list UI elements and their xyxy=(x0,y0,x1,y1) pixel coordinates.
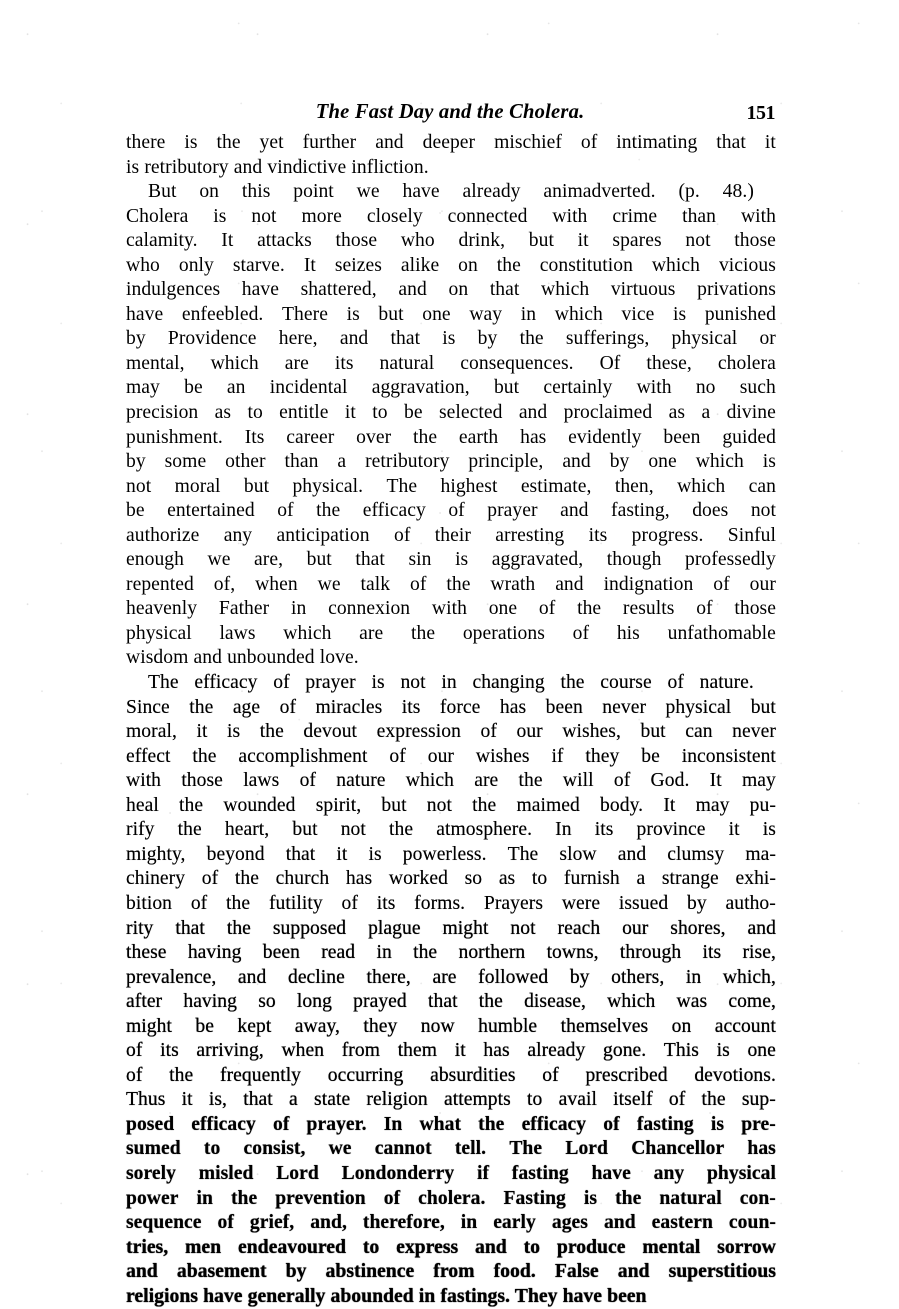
text-line: bition of the futility of its forms. Prayers were issued by autho- xyxy=(126,892,776,914)
text-line: rity that the supposed plague might not reach our shores, and xyxy=(126,917,776,939)
text-line: be entertained of the efficacy of prayer and fasting, does not xyxy=(126,500,776,522)
text-line: calamity. It attacks those who drink, but it spares not those xyxy=(126,230,776,252)
text-line: religions have generally abounded in fastings. They have been xyxy=(126,1285,647,1307)
text-line: wisdom and unbounded love. xyxy=(126,647,359,669)
text-line: not moral but physical. The highest estimate, then, which can xyxy=(126,475,776,497)
text-line: punishment. Its career over the earth has evidently been guided xyxy=(126,426,776,448)
text-line: But on this point we have already animadverted. (p. 48.) xyxy=(148,181,754,203)
text-line: who only starve. It seizes alike on the constitution which vicious xyxy=(126,254,776,276)
text-line: prevalence, and decline there, are followed by others, in which, xyxy=(126,966,776,988)
text-line: is retributory and vindictive infliction. xyxy=(126,156,429,178)
running-head xyxy=(126,99,775,125)
text-line: with those laws of nature which are the will of God. It may xyxy=(126,770,776,792)
text-line: chinery of the church has worked so as to furnish a strange exhi- xyxy=(126,868,776,890)
text-line: tries, men endeavoured to express and to produce mental sorrow xyxy=(126,1236,776,1258)
text-line: have enfeebled. There is but one way in which vice is punished xyxy=(126,303,776,325)
text-line: moral, it is the devout expression of our wishes, but can never xyxy=(126,721,776,743)
text-line: repented of, when we talk of the wrath and indignation of our xyxy=(126,573,776,595)
text-line: heavenly Father in connexion with one of the results of those xyxy=(126,598,776,620)
paragraph xyxy=(126,671,776,1309)
text-line: posed efficacy of prayer. In what the efficacy of fasting is pre- xyxy=(126,1113,776,1135)
text-line: sorely misled Lord Londonderry if fasting have any physical xyxy=(126,1162,776,1184)
text-line: these having been read in the northern towns, through its rise, xyxy=(126,942,776,964)
text-line: authorize any anticipation of their arresting its progress. Sinful xyxy=(126,524,776,546)
text-line: Since the age of miracles its force has been never physical but xyxy=(126,696,776,718)
paragraph xyxy=(126,131,776,180)
text-line: effect the accomplishment of our wishes if they be inconsistent xyxy=(126,745,776,767)
page-number: 151 xyxy=(746,102,775,124)
paragraph xyxy=(126,180,776,671)
text-line: Thus it is, that a state religion attempts to avail itself of the sup- xyxy=(126,1089,776,1111)
text-line: Cholera is not more closely connected with crime than with xyxy=(126,205,776,227)
text-line: of its arriving, when from them it has already gone. This is one xyxy=(126,1040,776,1062)
text-line: may be an incidental aggravation, but certainly with no such xyxy=(126,377,776,399)
text-line: sumed to consist, we cannot tell. The Lord Chancellor has xyxy=(126,1138,776,1160)
text-line: heal the wounded spirit, but not the maimed body. It may pu- xyxy=(126,794,776,816)
text-line: precision as to entitle it to be selected and proclaimed as a divine xyxy=(126,402,776,424)
text-line: by Providence here, and that is by the sufferings, physical or xyxy=(126,328,776,350)
running-head-title: The Fast Day and the Cholera. xyxy=(316,99,585,123)
text-line: mighty, beyond that it is powerless. The slow and clumsy ma- xyxy=(126,843,776,865)
text-line: of the frequently occurring absurdities of prescribed devotions. xyxy=(126,1064,776,1086)
text-line: after having so long prayed that the disease, which was come, xyxy=(126,991,776,1013)
text-line: and abasement by abstinence from food. False and superstitious xyxy=(126,1261,776,1283)
text-line: there is the yet further and deeper mischief of intimating that it xyxy=(126,132,776,153)
text-column xyxy=(126,131,776,1309)
text-line: sequence of grief, and, therefore, in early ages and eastern coun- xyxy=(126,1212,776,1234)
text-line: The efficacy of prayer is not in changing the course of nature. xyxy=(148,672,754,694)
text-line: by some other than a retributory principle, and by one which is xyxy=(126,451,776,473)
text-line: power in the prevention of cholera. Fasting is the natural con- xyxy=(126,1187,776,1209)
text-line: enough we are, but that sin is aggravated, though professedly xyxy=(126,549,776,571)
text-line: might be kept away, they now humble themselves on account xyxy=(126,1015,776,1037)
text-line: physical laws which are the operations of his unfathomable xyxy=(126,622,776,644)
text-line: mental, which are its natural consequences. Of these, cholera xyxy=(126,352,776,374)
text-line: rify the heart, but not the atmosphere. In its province it is xyxy=(126,819,776,841)
text-line: indulgences have shattered, and on that which virtuous privations xyxy=(126,279,776,301)
